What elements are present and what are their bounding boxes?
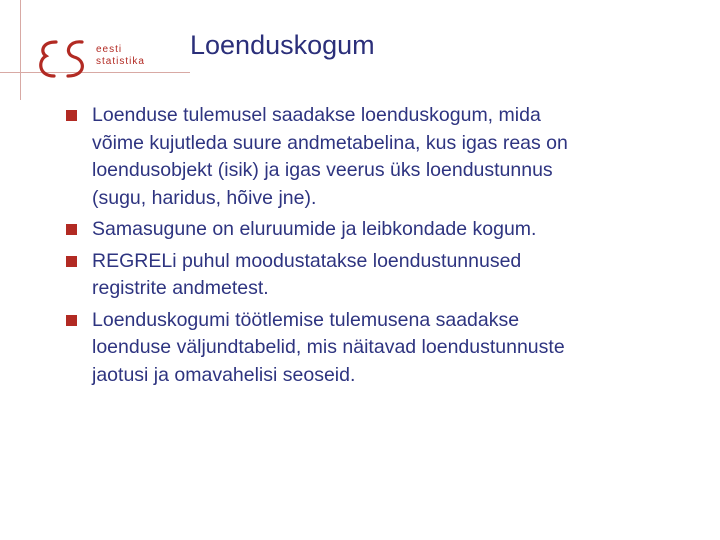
bullet-item [66, 307, 696, 390]
statistics-estonia-logo [34, 36, 184, 92]
bullet-text-line: registrite andmetest. [92, 277, 269, 299]
bullet-text-line: jaotusi ja omavahelisi seoseid. [92, 363, 356, 386]
bullet-item [66, 216, 696, 244]
bullet-text-line: Loenduskogumi töötlemise tulemusena saadakse [92, 308, 520, 331]
guide-line-vertical [20, 0, 21, 100]
square-bullet-icon [66, 315, 77, 326]
square-bullet-icon [66, 256, 77, 267]
square-bullet-icon [66, 224, 77, 235]
bullet-list [66, 102, 696, 393]
logo-mark-e [41, 42, 56, 76]
bullet-text-line: (sugu, haridus, hõive jne). [92, 186, 317, 209]
bullet-item [66, 102, 696, 212]
page-title: Loenduskogum [190, 30, 375, 60]
bullet-text-line: Loenduse tulemusel saadakse loenduskogum, mida [92, 104, 541, 126]
logo-mark-s [68, 42, 82, 76]
bullet-text-line: võime kujutleda suure andmetabelina, kus igas reas on [92, 131, 568, 154]
bullet-text-line: loendusobjekt (isik) ja igas veerus üks loendustunnus [92, 159, 553, 181]
square-bullet-icon [66, 110, 77, 121]
logo-wordmark-line1: eesti [96, 44, 123, 55]
bullet-text-line: loenduse väljundtabelid, mis näitavad loendustunnuste [92, 336, 565, 358]
bullet-item [66, 248, 696, 303]
logo-wordmark-line2: statistika [96, 56, 145, 67]
bullet-text-line: REGRELi puhul moodustatakse loendustunnused [92, 249, 522, 272]
bullet-text-line: Samasugune on eluruumide ja leibkondade kogum. [92, 218, 537, 240]
